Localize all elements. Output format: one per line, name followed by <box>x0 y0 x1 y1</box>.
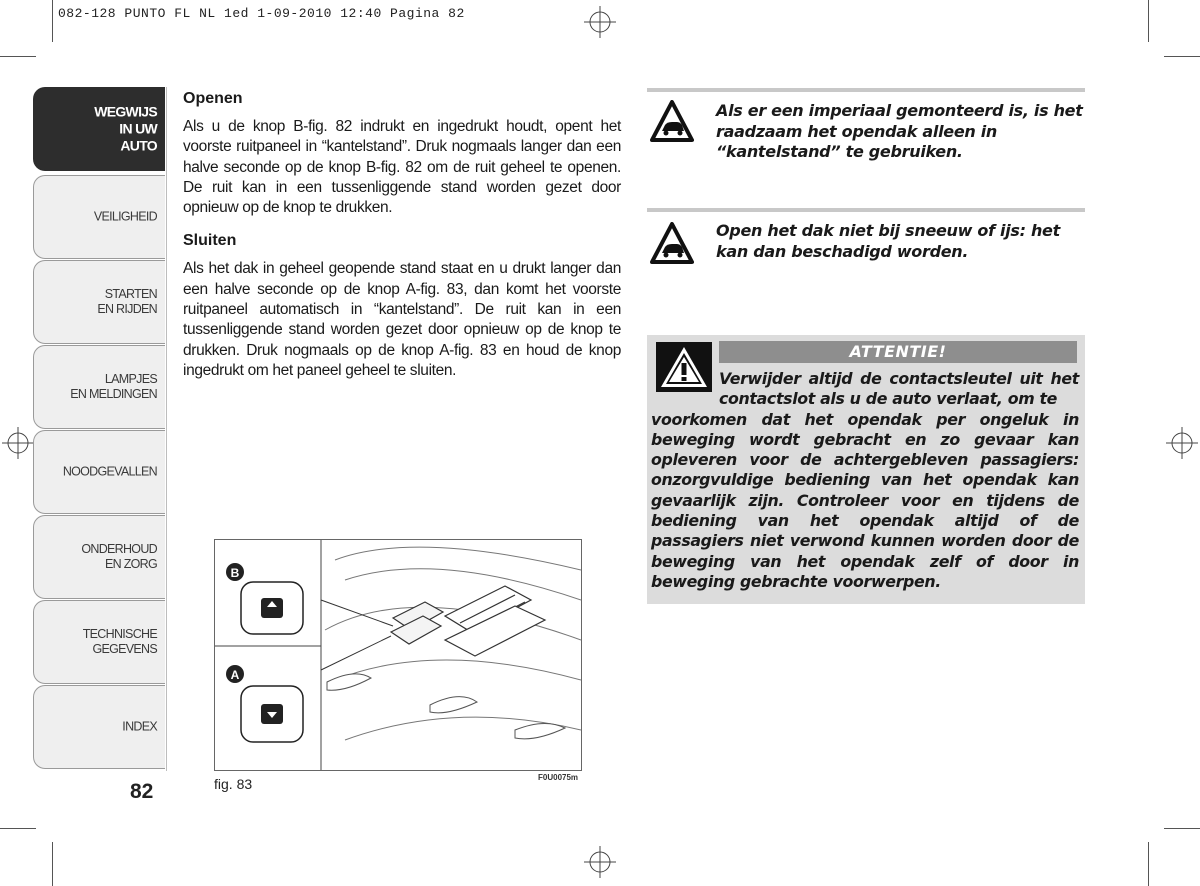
figure-label-b: B <box>230 566 240 580</box>
sidebar-divider <box>166 87 167 771</box>
tab-noodgevallen[interactable] <box>33 430 165 514</box>
car-warning-icon <box>650 100 694 142</box>
crop-mark <box>52 0 53 42</box>
crop-mark <box>1164 56 1200 57</box>
attention-text-rest: voorkomen dat het opendak per ongeluk in beweging wordt gebracht en zo gevaar kan opleveren voor de achtergebleven passagiers: onzorgvuldige bediening van het opendak kan gevaarlijk zijn. Controleer voor en tijdens de bediening van het opendak altijd of de passagiers niet verwond kunnen worden door de beweging van het opendak zelf of door in beweging gebrachte voorwerpen. <box>651 409 1079 591</box>
figure-83-illustration <box>214 539 582 771</box>
section-body-openen: Als u de knop B-fig. 82 indrukt en ingedrukt houdt, opent het voorste ruitpaneel in “kantelstand”. Druk nogmaals langer dan een halve seconde op de knop B-fig. 82 om de ruit geheel te openen. De ruit kan in een tussenliggende stand worden gezet door opnieuw op de knop te drukken. <box>183 118 621 217</box>
attention-text-first: Verwijder altijd de contactsleutel uit het contactslot als u de auto verlaat, om te <box>719 369 1079 409</box>
tab-wegwijs-in-uw-auto[interactable] <box>33 87 165 171</box>
figure-caption: fig. 83 <box>214 776 253 792</box>
warning-text-imperiaal: Als er een imperiaal gemonteerd is, is het raadzaam het opendak alleen in “kantelstand” te gebruiken. <box>716 101 1083 161</box>
page-number: 82 <box>130 780 154 803</box>
crop-mark <box>0 828 36 829</box>
tab-label: TECHNISCHE GEGEVENS <box>82 627 157 656</box>
tab-label: VEILIGHEID <box>93 209 157 224</box>
tab-label: INDEX <box>122 719 157 734</box>
registration-mark-icon <box>584 6 616 38</box>
car-warning-icon <box>650 222 694 264</box>
attention-text <box>651 369 1079 592</box>
tab-label: NOODGEVALLEN <box>62 464 157 479</box>
print-header: 082-128 PUNTO FL NL 1ed 1-09-2010 12:40 Pagina 82 <box>58 6 465 21</box>
crop-mark <box>0 56 36 57</box>
tab-label: ONDERHOUD EN ZORG <box>81 542 157 571</box>
tab-label: STARTEN EN RIJDEN <box>97 287 157 316</box>
registration-mark-icon <box>2 427 34 459</box>
warning-rule <box>647 208 1085 212</box>
crop-mark <box>1148 0 1149 42</box>
tab-onderhoud-en-zorg[interactable] <box>33 515 165 599</box>
tab-starten-en-rijden[interactable] <box>33 260 165 344</box>
crop-mark <box>1164 828 1200 829</box>
warning-text-sneeuw: Open het dak niet bij sneeuw of ijs: het kan dan beschadigd worden. <box>716 221 1060 261</box>
section-title-sluiten: Sluiten <box>183 232 237 250</box>
registration-mark-icon <box>584 846 616 878</box>
main-text-column <box>183 90 621 395</box>
roof-control-drawing <box>215 540 581 770</box>
tab-label: LAMPJES EN MELDINGEN <box>70 372 157 401</box>
tab-lampjes-en-meldingen[interactable] <box>33 345 165 429</box>
tab-technische-gegevens[interactable] <box>33 600 165 684</box>
warning-rule <box>647 88 1085 92</box>
crop-mark <box>52 842 53 886</box>
tab-label: WEGWIJS IN UW AUTO <box>94 103 157 154</box>
section-title-openen: Openen <box>183 90 243 107</box>
attention-title: ATTENTIE! <box>719 341 1077 363</box>
tab-veiligheid[interactable] <box>33 175 165 259</box>
tab-index[interactable] <box>33 685 165 769</box>
figure-code: F0U0075m <box>538 773 579 782</box>
registration-mark-icon <box>1166 427 1198 459</box>
figure-label-a: A <box>230 668 240 682</box>
section-body-sluiten: Als het dak in geheel geopende stand staat en u drukt langer dan een halve seconde op de knop A-fig. 83, dan komt het voorste ruitpaneel automatisch in “kantelstand”. De ruit kan in een tussenliggende stand worden gezet door opnieuw op de knop te drukken. Druk nogmaals op de knop A-fig. 83 en houd de knop ingedrukt om het paneel geheel te sluiten. <box>183 260 621 379</box>
crop-mark <box>1148 842 1149 886</box>
